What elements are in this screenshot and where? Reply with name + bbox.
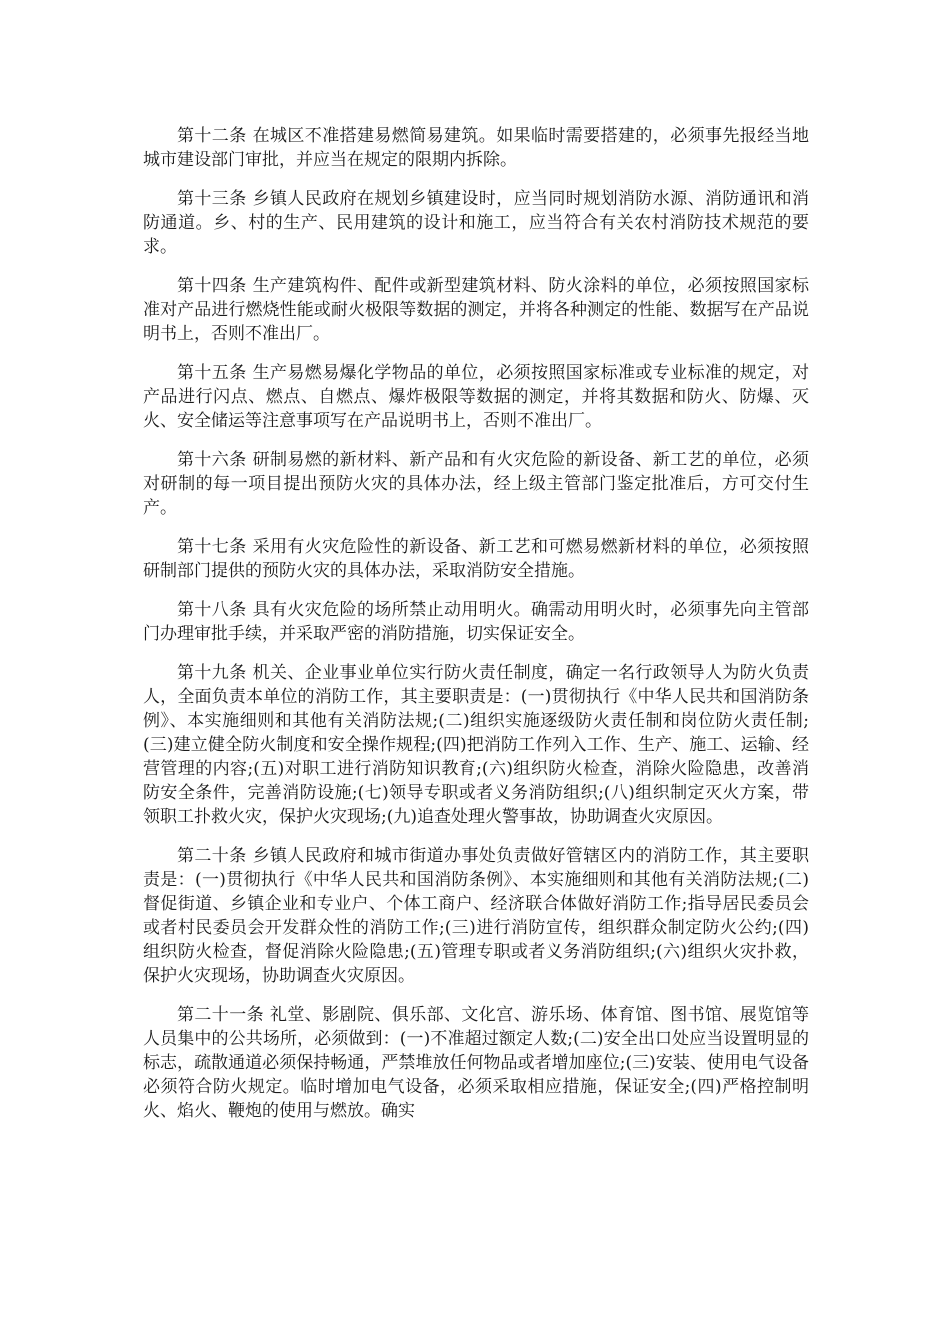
article-text: 采用有火灾危险性的新设备、新工艺和可燃易燃新材料的单位，必须按照研制部门提供的预防火灾的具体办法，采取消防安全措施。 (143, 537, 810, 581)
article-number: 第十四条 (177, 276, 247, 296)
article-number: 第十二条 (177, 126, 247, 146)
article-21 (143, 1003, 809, 1123)
article-16 (143, 448, 809, 520)
article-text: 乡镇人民政府和城市街道办事处负责做好管辖区内的消防工作，其主要职责是：(一)贯彻执行《中华人民共和国消防条例》、本实施细则和其他有关消防法规;(二)督促街道、乡镇企业和专业户、个体工商户、经济联合体做好消防工作;指导居民委员会或者村民委员会开发群众性的消防工作;(三)进行消防宣传，组织群众制定防火公约;(四)组织防火检查，督促消除火险隐患;(五)管理专职或者义务消防组织;(六)组织火灾扑救，保护火灾现场，协助调查火灾原因。 (143, 846, 810, 986)
article-number: 第十六条 (177, 450, 247, 470)
article-number: 第十三条 (177, 189, 247, 209)
article-number: 第二十条 (177, 846, 247, 866)
article-number: 第十九条 (177, 663, 247, 683)
article-text: 研制易燃的新材料、新产品和有火灾危险的新设备、新工艺的单位，必须对研制的每一项目提出预防火灾的具体办法，经上级主管部门鉴定批准后，方可交付生产。 (143, 450, 810, 518)
article-text: 礼堂、影剧院、俱乐部、文化宫、游乐场、体育馆、图书馆、展览馆等人员集中的公共场所，必须做到：(一)不准超过额定人数;(二)安全出口处应当设置明显的标志，疏散通道必须保持畅通，严禁堆放任何物品或者增加座位;(三)安装、使用电气设备必须符合防火规定。临时增加电气设备，必须采取相应措施，保证安全;(四)严格控制明火、焰火、鞭炮的使用与燃放。确实 (143, 1005, 809, 1121)
article-12 (143, 124, 809, 172)
article-15 (143, 361, 809, 433)
article-number: 第十八条 (177, 600, 247, 620)
article-text: 乡镇人民政府在规划乡镇建设时，应当同时规划消防水源、消防通讯和消防通道。乡、村的生产、民用建筑的设计和施工，应当符合有关农村消防技术规范的要求。 (143, 189, 810, 257)
article-number: 第十五条 (177, 363, 247, 383)
article-text: 具有火灾危险的场所禁止动用明火。确需动用明火时，必须事先向主管部门办理审批手续，并采取严密的消防措施，切实保证安全。 (143, 600, 810, 644)
article-number: 第十七条 (177, 537, 247, 557)
article-14 (143, 274, 809, 346)
article-text: 生产易燃易爆化学物品的单位，必须按照国家标准或专业标准的规定，对产品进行闪点、燃点、自燃点、爆炸极限等数据的测定，并将其数据和防火、防爆、灭火、安全储运等注意事项写在产品说明书上，否则不准出厂。 (143, 363, 810, 431)
article-text: 机关、企业事业单位实行防火责任制度，确定一名行政领导人为防火负责人，全面负责本单位的消防工作，其主要职责是：(一)贯彻执行《中华人民共和国消防条例》、本实施细则和其他有关消防法规;(二)组织实施逐级防火责任制和岗位防火责任制;(三)建立健全防火制度和安全操作规程;(四)把消防工作列入工作、生产、施工、运输、经营管理的内容;(五)对职工进行消防知识教育;(六)组织防火检查，消除火险隐患，改善消防安全条件，完善消防设施;(七)领导专职或者义务消防组织;(八)组织制定灭火方案，带领职工扑救火灾，保护火灾现场;(九)追查处理火警事故，协助调查火灾原因。 (143, 663, 810, 827)
article-text: 生产建筑构件、配件或新型建筑材料、防火涂料的单位，必须按照国家标准对产品进行燃烧性能或耐火极限等数据的测定，并将各种测定的性能、数据写在产品说明书上，否则不准出厂。 (143, 276, 810, 344)
article-19 (143, 661, 809, 829)
document-page (143, 124, 809, 1138)
article-13 (143, 187, 809, 259)
article-18 (143, 598, 809, 646)
article-17 (143, 535, 809, 583)
article-number: 第二十一条 (177, 1005, 264, 1025)
article-20 (143, 844, 809, 988)
article-text: 在城区不准搭建易燃简易建筑。如果临时需要搭建的，必须事先报经当地城市建设部门审批，并应当在规定的限期内拆除。 (143, 126, 810, 170)
